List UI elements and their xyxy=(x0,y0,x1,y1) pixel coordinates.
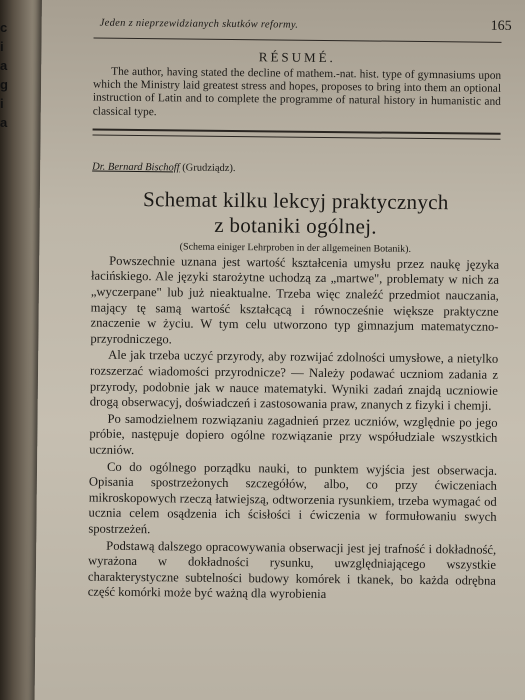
section-divider xyxy=(93,128,501,139)
body-paragraph: Co do ogólnego porządku nauki, to punktem wyjścia jest obserwacja. Opisania spostrzeżonych szczegółów, albo, co przy ćwiczeniach mikroskopowych rzeczą łatwiejszą, odtworzenia rysunkiem, trzeba wymagać od ucznia celem osądzenia ich ścisłości i ćwiczenia w formułowaniu swych spostrzeżeń. xyxy=(88,459,498,537)
resume-paragraph: The author, having stated the decline of mathem.-nat. hist. type of gymnasiums upon which the Ministry laid greatest stress and hopes, proposes to bring into them an optional instruction of Latin and to complete the programme of natural history in humanistic and classical type. xyxy=(92,65,502,118)
author-line xyxy=(92,161,500,176)
body-paragraph: Powszechnie uznana jest wartość kształcenia umysłu przez naukę języka łacińskiego. Ale języki starożytne uchodzą za „martwe", problematy w nich za „wyczerpane" lub już nieaktualne. Trzeba więc znaleźć przedmiot nauczania, mający tę samą wartość kształcącą i równocześnie większe praktyczne znaczenie w życiu. W tym celu utworzono typ gimnazjum matematyczno-przyrodniczego. xyxy=(90,253,500,347)
body-paragraph: Po samodzielnem rozwiązaniu zagadnień przez uczniów, względnie po jego próbie, następuje dopiero ogólne rozwiązanie przy współudziale wszystkich uczniów. xyxy=(89,411,498,457)
edge-letter: c xyxy=(0,20,8,35)
edge-letter: i xyxy=(0,39,4,54)
header-rule xyxy=(94,38,502,43)
page-content xyxy=(87,15,512,606)
running-head xyxy=(94,15,512,39)
body-paragraph: Podstawą dalszego opracowywania obserwacji jest jej trafność i dokładność, wyrażona w dokładności rysunku, uwzględniającego wszystkie charakterystyczne subtelności budowy komórek i tkanek, bo każda odrębna część komórki może być ważną dla wyrobienia xyxy=(87,538,497,602)
page-number: 165 xyxy=(490,18,512,34)
body-paragraph: Ale jak trzeba uczyć przyrody, aby rozwijać zdolności umysłowe, a nietylko rozszerzać wiadomości przyrodnicze? — Należy podawać uczniom zadania z przyrody, podobnie jak w nauce matematyki. Wyniki zadań znajdą uczniowie drogą obserwacyj, doświadczeń i zastosowania praw, znanych z fizyki i chemji. xyxy=(89,348,499,413)
edge-letter: g xyxy=(0,77,8,92)
previous-page-letters xyxy=(0,18,16,132)
article-subtitle: (Schema einiger Lehrproben in der allgemeinen Botanik). xyxy=(179,241,412,255)
resume-title: RÉSUMÉ. xyxy=(258,49,336,66)
article-title-line: z botaniki ogólnej. xyxy=(214,212,378,239)
author-city: (Grudziądz). xyxy=(182,162,236,174)
article-title xyxy=(91,186,500,240)
article-title-line: Schemat kilku lekcyj praktycznych xyxy=(142,186,449,215)
edge-letter: i xyxy=(0,96,4,111)
author-name: Dr. Bernard Bischoff xyxy=(92,161,180,174)
edge-letter: a xyxy=(0,58,8,73)
article-body xyxy=(88,253,500,604)
book-page xyxy=(34,0,525,700)
running-title: Jeden z nieprzewidzianych skutków reformy. xyxy=(99,17,299,31)
resume-block xyxy=(93,66,502,123)
edge-letter: a xyxy=(0,115,8,130)
